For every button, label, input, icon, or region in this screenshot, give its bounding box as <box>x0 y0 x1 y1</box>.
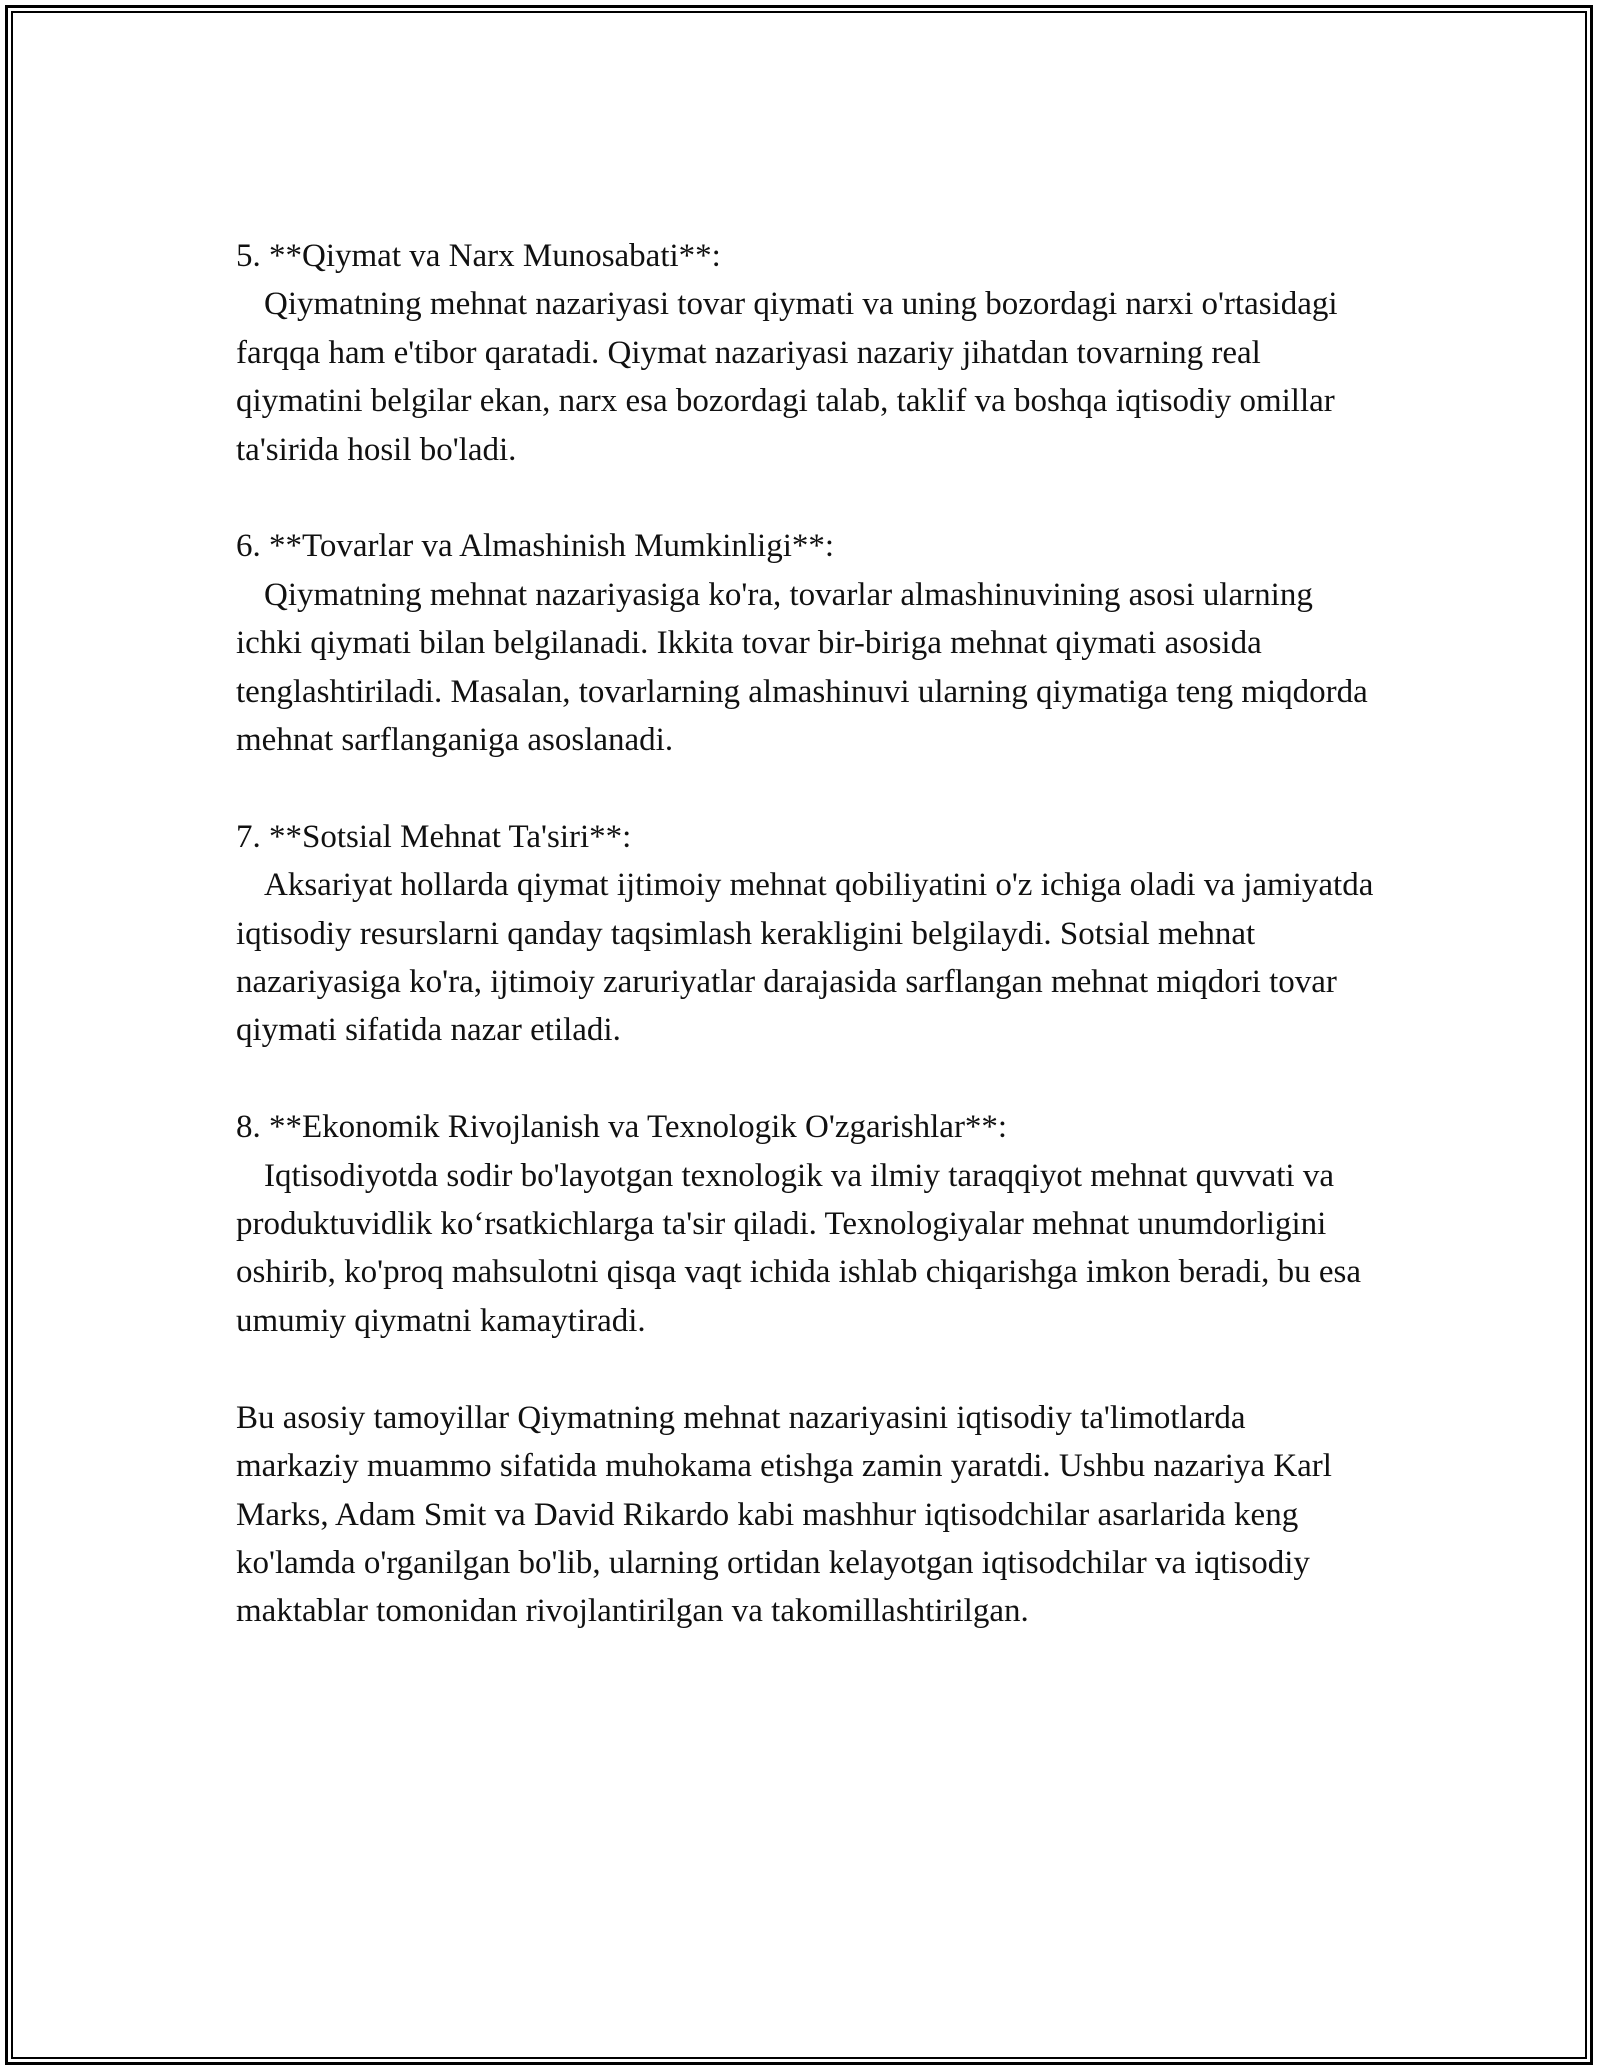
section-7 <box>236 813 1376 1055</box>
section-paragraph: Qiymatning mehnat nazariyasi tovar qiymati va uning bozordagi narxi o'rtasidagi farqqa ham e'tibor qaratadi. Qiymat nazariyasi nazariy jihatdan tovarning real qiymatini belgilar ekan, narx esa bozordagi talab, taklif va boshqa iqtisodiy omillar ta'sirida hosil bo'ladi. <box>236 286 1338 468</box>
section-heading: 6. **Tovarlar va Almashinish Mumkinligi**: <box>236 528 835 565</box>
section-paragraph: Aksariyat hollarda qiymat ijtimoiy mehnat qobiliyatini o'z ichiga oladi va jamiyatda iqtisodiy resurslarni qanday taqsimlash kerakligini belgilaydi. Sotsial mehnat nazariyasiga ko'ra, ijtimoiy zaruriyatlar darajasida sarflangan mehnat miqdori tovar qiymati sifatida nazar etiladi. <box>236 867 1374 1049</box>
section-heading: 8. **Ekonomik Rivojlanish va Texnologik O'zgarishlar**: <box>236 1109 1008 1146</box>
section-paragraph: Qiymatning mehnat nazariyasiga ko'ra, tovarlar almashinuvining asosi ularning ichki qiymati bilan belgilanadi. Ikkita tovar bir-biriga mehnat qiymati asosida tenglashtiriladi. Masalan, tovarlarning almashinuvi ularning qiymatiga teng miqdorda mehnat sarflanganiga asoslanadi. <box>236 576 1368 759</box>
section-heading: 7. **Sotsial Mehnat Ta'siri**: <box>236 818 632 855</box>
section-8 <box>236 1103 1376 1345</box>
section-6 <box>236 522 1376 764</box>
section-5 <box>236 232 1376 474</box>
document-body <box>236 232 1376 1636</box>
section-paragraph: Iqtisodiyotda sodir bo'layotgan texnologik va ilmiy taraqqiyot mehnat quvvati va produktuvidlik ko‘rsatkichlarga ta'sir qiladi. Texnologiyalar mehnat unumdorligini oshirib, ko'proq mahsulotni qisqa vaqt ichida ishlab chiqarishga imkon beradi, bu esa umumiy qiymatni kamaytiradi. <box>236 1157 1361 1339</box>
closing-paragraph: Bu asosiy tamoyillar Qiymatning mehnat nazariyasini iqtisodiy ta'limotlarda markaziy muammo sifatida muhokama etishga zamin yaratdi. Ushbu nazariya Karl Marks, Adam Smit va David Rikardo kabi mashhur iqtisodchilar asarlarida keng ko'lamda o'rganilgan bo'lib, ularning ortidan kelayotgan iqtisodchilar va iqtisodiy maktablar tomonidan rivojlantirilgan va takomillashtirilgan. <box>236 1399 1332 1630</box>
section-heading: 5. **Qiymat va Narx Munosabati**: <box>236 238 721 274</box>
